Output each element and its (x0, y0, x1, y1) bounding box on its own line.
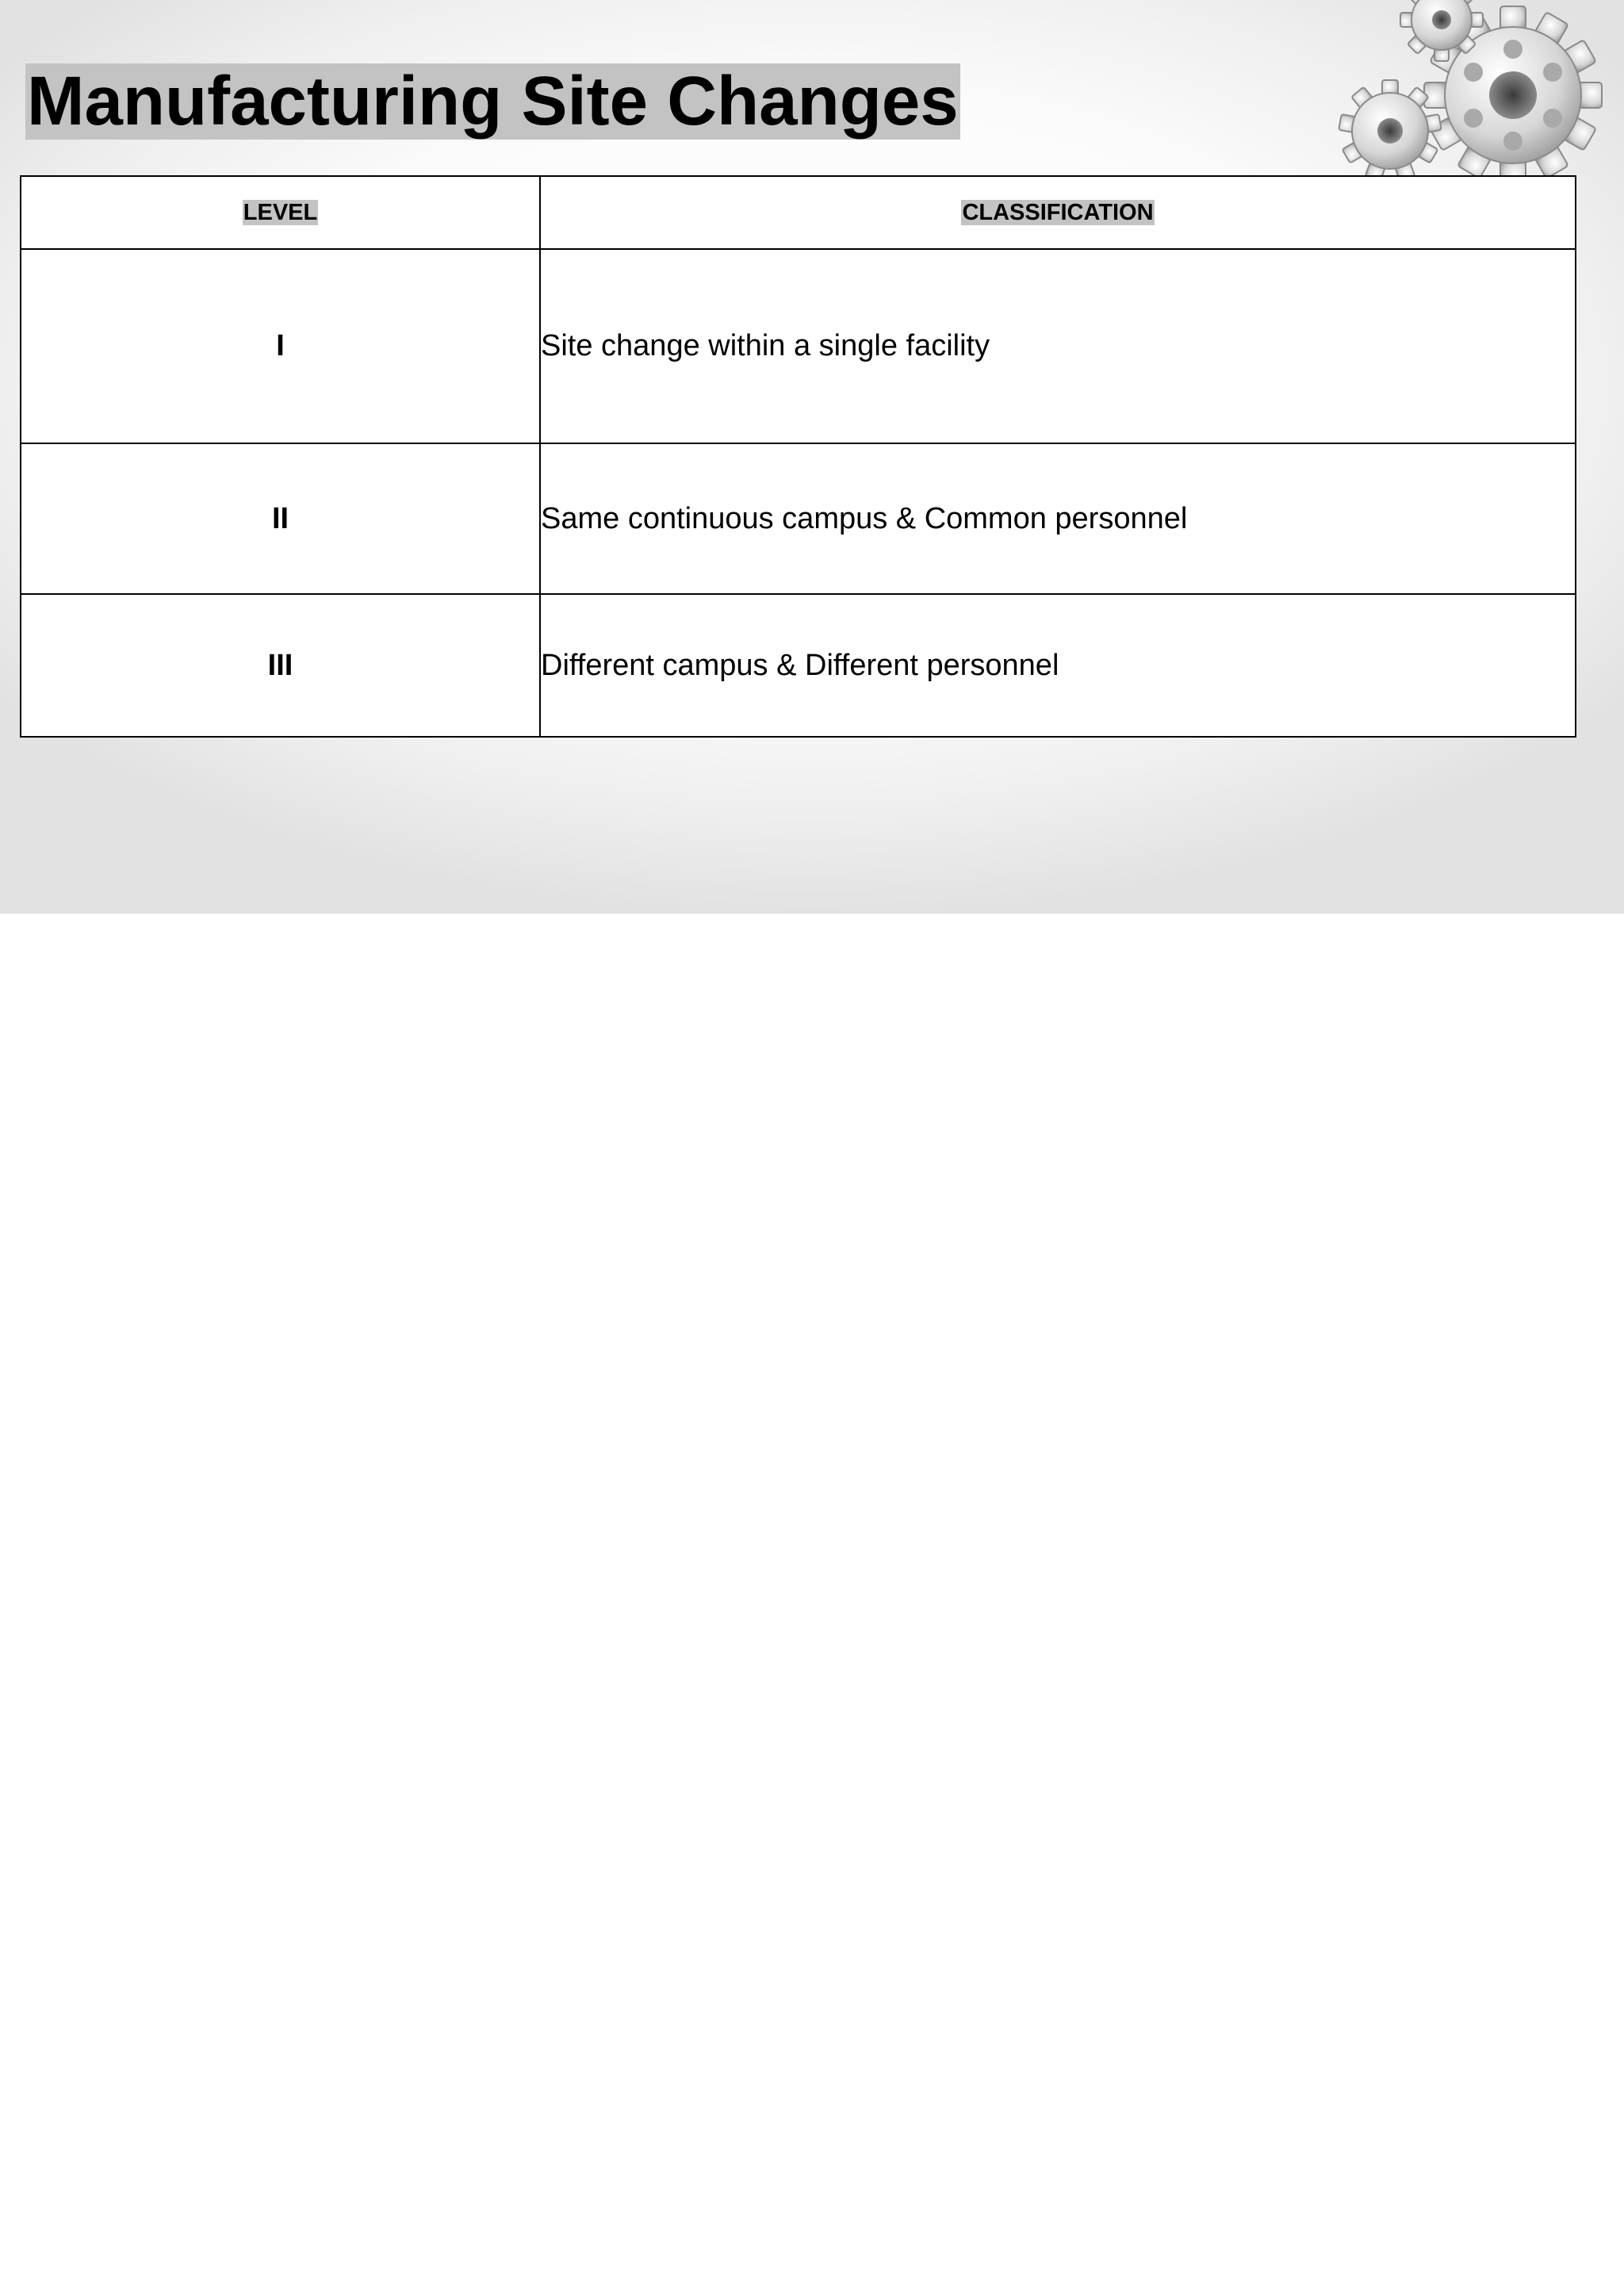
slide (0, 0, 1624, 914)
classification-header: CLASSIFICATION (962, 199, 1154, 225)
table-row (21, 594, 1576, 737)
classification-cell: Site change within a single facility (540, 249, 1576, 443)
level-header-cell (21, 176, 540, 249)
level-cell: II (21, 443, 540, 594)
classification-cell: Different campus & Different personnel (540, 594, 1576, 737)
classification-header-cell (540, 176, 1576, 249)
classification-cell: Same continuous campus & Common personnel (540, 443, 1576, 594)
level-header: LEVEL (243, 199, 318, 225)
level-cell: III (21, 594, 540, 737)
table-header-row (21, 176, 1576, 249)
table-row (21, 443, 1576, 594)
table-row (21, 249, 1576, 443)
page-title: Manufacturing Site Changes (27, 63, 959, 140)
level-cell: I (21, 249, 540, 443)
site-change-levels-table (20, 175, 1576, 738)
title-highlight (25, 63, 960, 140)
